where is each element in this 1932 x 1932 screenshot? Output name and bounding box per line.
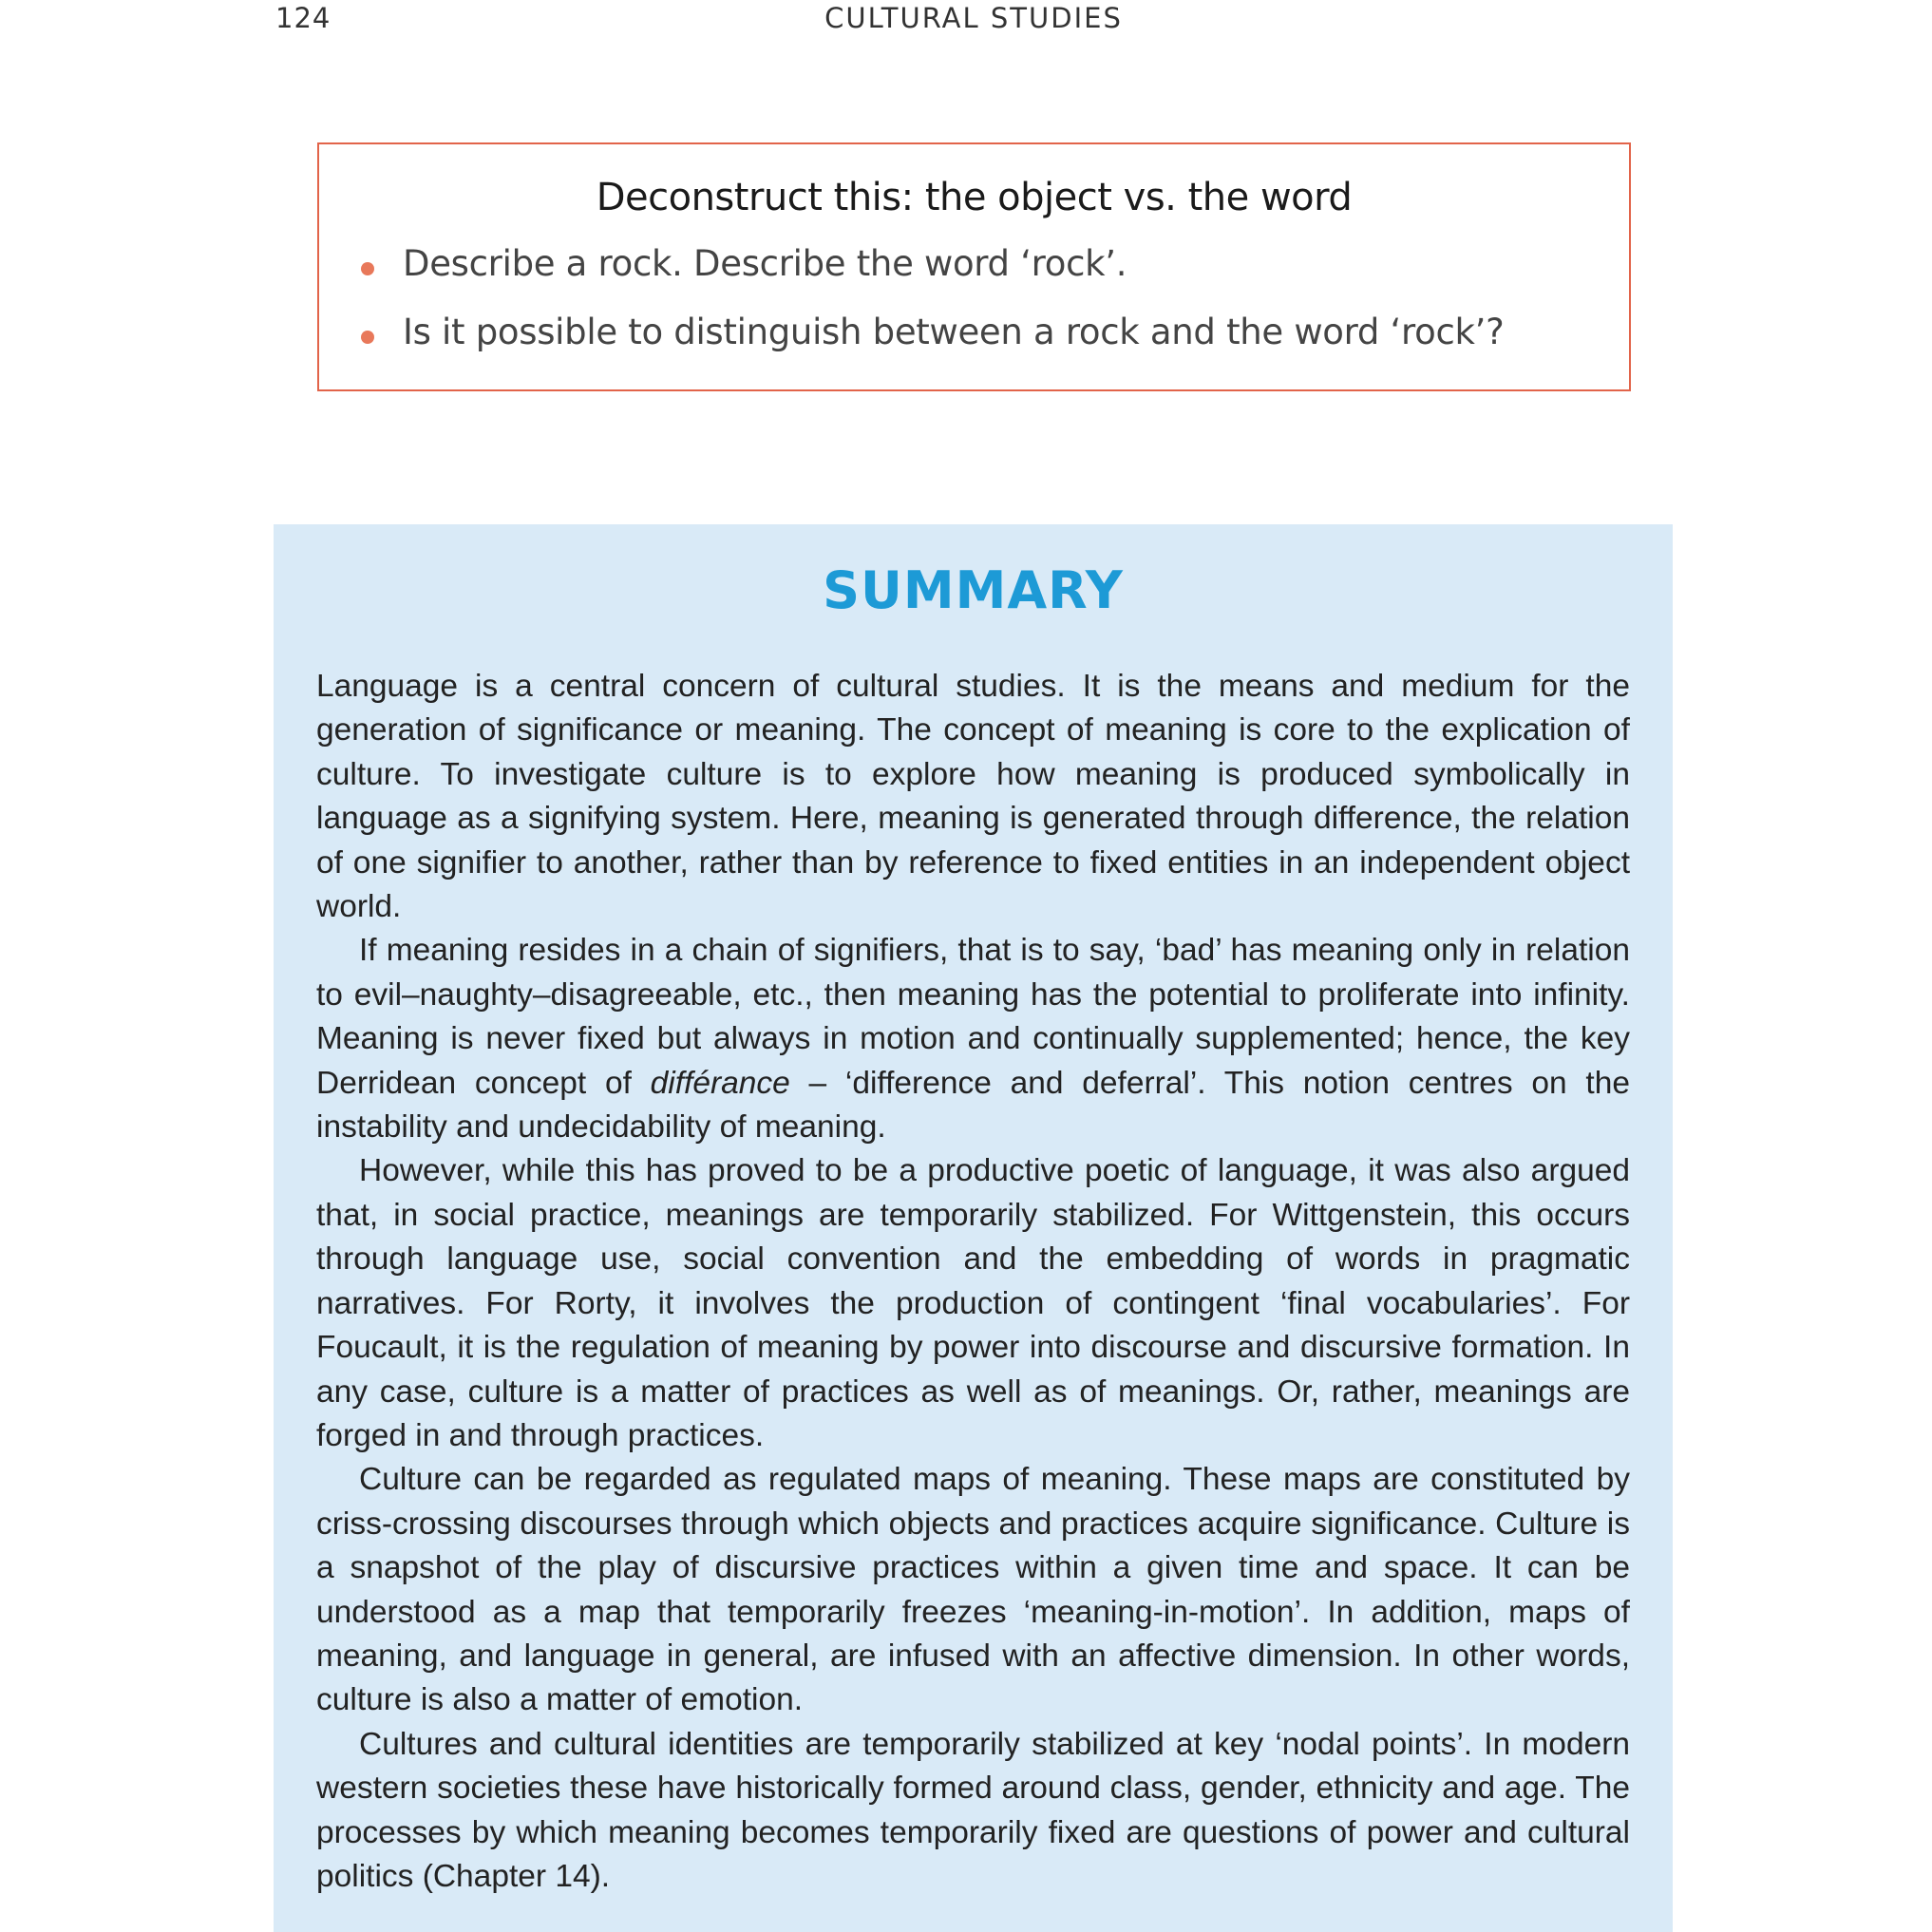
summary-paragraph: Culture can be regarded as regulated maps of meaning. These maps are constituted by criss-crossing discourses through which objects and practices acquire significance. Culture is a snapshot of the play of discursive practices within a given time and space. It can be understood as a map that temporarily freezes ‘meaning-in-motion’. In addition, maps of meaning, and language in general, are infused with an affective dimension. In other words, culture is also a matter of emotion. <box>316 1462 1630 1718</box>
running-title: CULTURAL STUDIES <box>824 2 1123 34</box>
exercise-box <box>317 142 1631 391</box>
exercise-list <box>361 243 1504 380</box>
exercise-title: Deconstruct this: the object vs. the word <box>596 176 1353 219</box>
bullet-icon <box>361 262 374 275</box>
summary-paragraph <box>316 929 1630 1149</box>
summary-paragraph: Language is a central concern of cultural studies. It is the means and medium for the generation of significance or meaning. The concept of meaning is core to the explication of culture. To investigate culture is to explore how meaning is produced symbolically in language as a signifying system. Here, meaning is generated through difference, the relation of one signifier to another, rather than by reference to fixed entities in an independent object world. <box>316 669 1630 925</box>
exercise-item-text: Describe a rock. Describe the word ‘rock’. <box>403 243 1127 284</box>
summary-panel <box>274 524 1673 1932</box>
summary-paragraph: However, while this has proved to be a productive poetic of language, it was also argued that, in social practice, meanings are temporarily stabilized. For Wittgenstein, this occurs through language use, social convention and the embedding of words in pragmatic narratives. For Rorty, it involves the production of contingent ‘final vocabularies’. For Foucault, it is the regulation of meaning by power into discourse and discursive formation. In any case, culture is a matter of practices as well as of meanings. Or, rather, meanings are forged in and through practices. <box>316 1153 1630 1453</box>
summary-body <box>316 665 1630 1899</box>
exercise-item <box>361 312 1504 380</box>
paragraph-text: – ‘difference and deferral’. This notion centres on the instability and undecidability of meaning. <box>316 1065 1631 1146</box>
exercise-item <box>361 243 1504 312</box>
summary-heading: SUMMARY <box>823 560 1124 620</box>
running-head <box>275 0 1672 38</box>
page-number: 124 <box>275 2 331 34</box>
emphasized-term: différance <box>650 1065 790 1101</box>
exercise-item-text: Is it possible to distinguish between a rock and the word ‘rock’? <box>403 312 1505 352</box>
summary-paragraph: Cultures and cultural identities are temporarily stabilized at key ‘nodal points’. In modern western societies these have historically formed around class, gender, ethnicity and age. The processes by which meaning becomes temporarily fixed are questions of power and cultural politics (Chapter 14). <box>316 1726 1630 1894</box>
paragraph-text: If meaning resides in a chain of signifiers, that is to say, ‘bad’ has meaning only in relation to evil–naughty–disagreeable, etc., then meaning has the potential to proliferate into infinity. Meaning is never fixed but always in motion and continually supplemented; hence, the key Derridean concept of <box>316 933 1630 1101</box>
bullet-icon <box>361 331 374 344</box>
